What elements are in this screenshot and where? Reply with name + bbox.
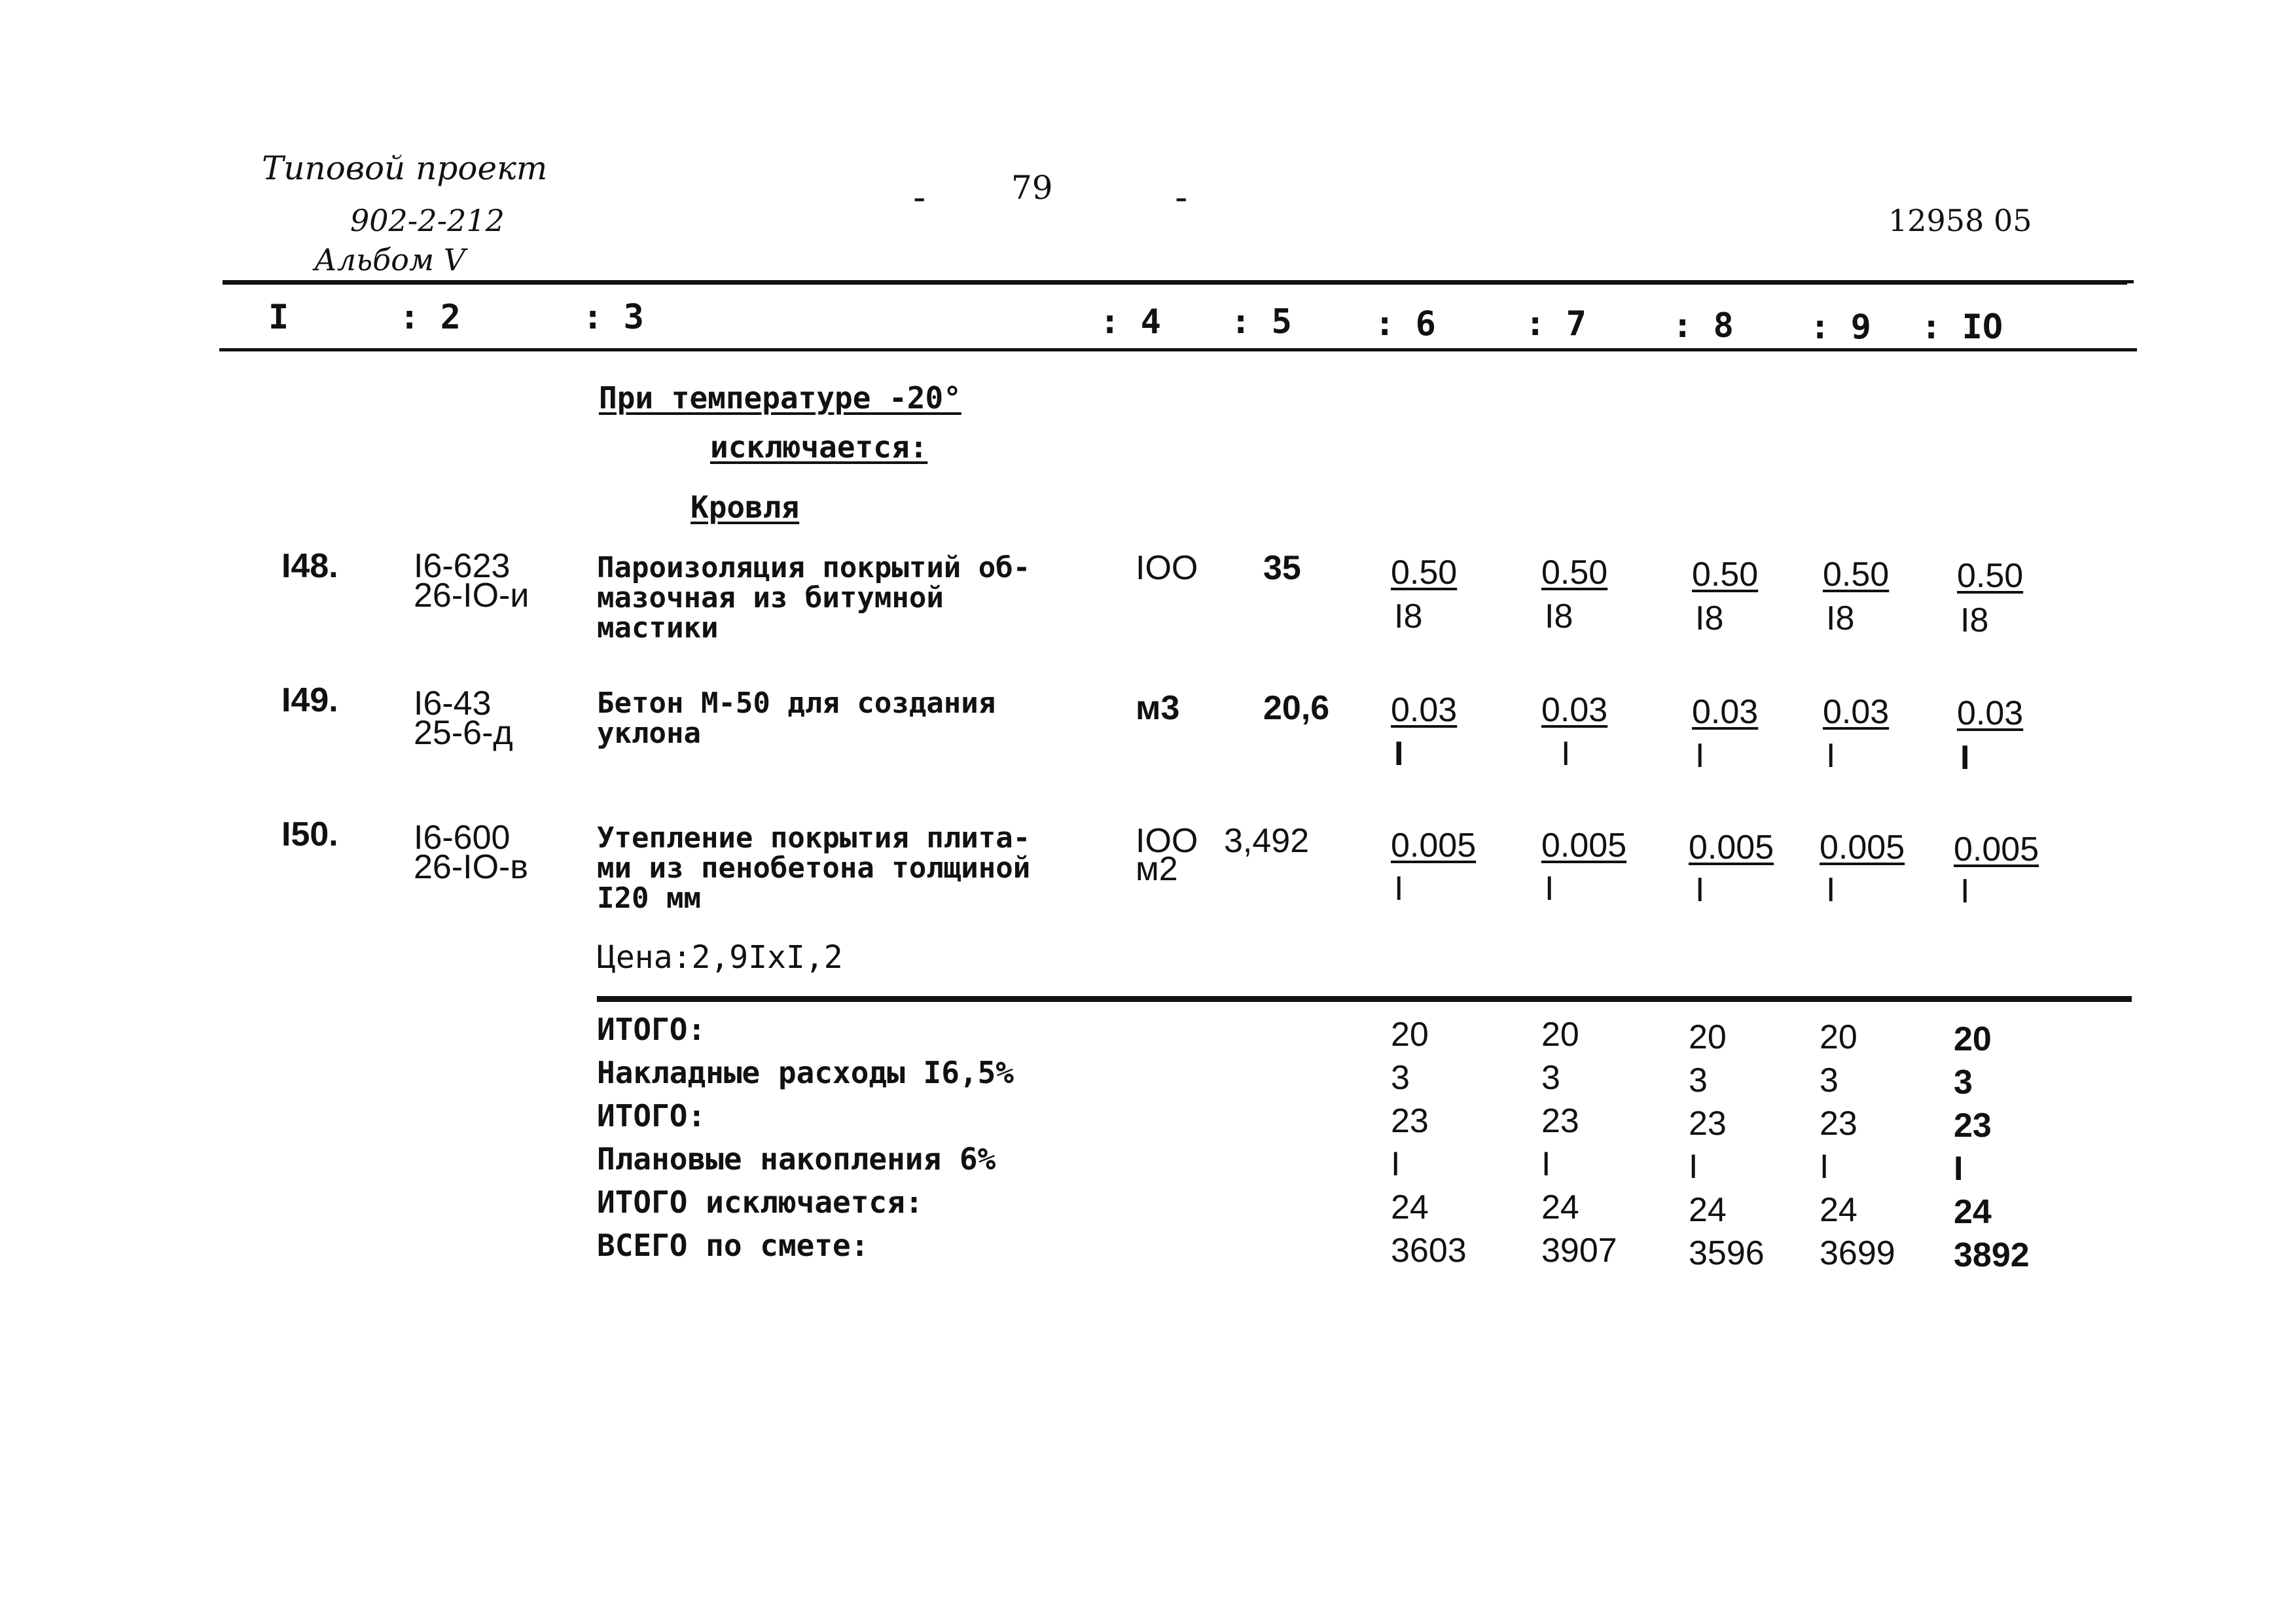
row-value-top: 0.005 (1954, 830, 2039, 868)
row-value-top: 0.50 (1541, 554, 1608, 592)
summary-value: 3 (1689, 1061, 1708, 1099)
row-value-top: 0.005 (1391, 827, 1477, 865)
row-value-top: 0.03 (1823, 693, 1890, 731)
row-value-top: 0.005 (1820, 829, 1905, 866)
row-quantity: 3,492 (1224, 822, 1310, 860)
row-number: I49. (281, 681, 338, 719)
summary-column (1391, 1013, 1467, 1272)
row-number: I50. (281, 815, 338, 853)
document-code: 12958 05 (1888, 203, 2032, 238)
row-value-bottom: I8 (1960, 601, 1989, 639)
page-dash-right: - (1175, 177, 1188, 218)
row-value-top: 0.50 (1957, 557, 2024, 595)
row-value-bottom: I (1960, 739, 1970, 777)
row-description-line: мастики (597, 611, 719, 645)
row-value-bottom: I (1561, 735, 1571, 773)
summary-value: I (1689, 1148, 1698, 1186)
summary-rule (597, 996, 2132, 1002)
row-value-bottom: I8 (1545, 597, 1573, 635)
row-unit: м3 (1136, 689, 1180, 727)
summary-value: 3596 (1689, 1234, 1765, 1272)
page-dash-left: - (913, 177, 926, 218)
row-description-line: I20 мм (597, 882, 701, 915)
summary-value: 3 (1820, 1061, 1839, 1099)
summary-value: 23 (1541, 1102, 1579, 1140)
row-value-top: 0.03 (1391, 691, 1458, 729)
summary-value: 3 (1541, 1059, 1560, 1097)
row-code: I6-623 (414, 547, 511, 585)
section-title: При температуре -20° (599, 380, 961, 416)
row-value-top: 0.03 (1692, 693, 1759, 731)
column-header-10: : IO (1921, 308, 2003, 347)
row-value-bottom: I (1394, 870, 1404, 908)
column-header-6: : 6 (1374, 304, 1436, 344)
page-number: 79 (1011, 169, 1053, 207)
row-description-line: ми из пенобетона толщиной (597, 851, 1031, 885)
project-title: Типовой проект (262, 149, 548, 187)
row-code: I6-43 (414, 685, 492, 722)
summary-value: 3 (1391, 1059, 1410, 1097)
summary-value: 23 (1954, 1107, 1992, 1145)
row-description-line: Бетон М-50 для создания (597, 687, 996, 720)
column-header-1: I (268, 298, 289, 337)
row-code-secondary: 26-IO-в (414, 848, 528, 886)
row-description (597, 553, 1030, 643)
row-value-top: 0.03 (1957, 694, 2024, 732)
summary-label-overhead: Накладные расходы I6,5% (597, 1055, 1014, 1090)
summary-value: 24 (1820, 1191, 1857, 1229)
row-value-bottom: I8 (1394, 597, 1423, 635)
row-unit-secondary: м2 (1136, 850, 1178, 888)
row-code-secondary: 25-6-д (414, 714, 513, 752)
column-header-8: : 8 (1672, 306, 1734, 346)
summary-value: 3699 (1820, 1234, 1895, 1272)
summary-value: 24 (1954, 1193, 1992, 1231)
header-rule-tail (2081, 280, 2134, 283)
row-quantity: 35 (1263, 549, 1301, 587)
row-value-top: 0.005 (1541, 827, 1627, 865)
summary-value: 20 (1954, 1020, 1992, 1058)
row-code: I6-600 (414, 819, 511, 857)
row-value-bottom: I (1960, 872, 1970, 910)
summary-value: 20 (1541, 1016, 1579, 1054)
column-header-9: : 9 (1810, 308, 1871, 347)
summary-label-subtotal: ИТОГО: (597, 1012, 706, 1047)
summary-value: 24 (1391, 1188, 1429, 1226)
summary-value: 20 (1820, 1018, 1857, 1056)
header-rule (223, 280, 2127, 285)
summary-value: 3 (1954, 1063, 1973, 1101)
summary-value: 23 (1689, 1105, 1727, 1143)
section-title-excluded: исключается: (710, 429, 928, 465)
summary-labels (597, 1008, 1014, 1267)
project-number: 902-2-212 (350, 203, 505, 238)
summary-value: I (1541, 1145, 1551, 1183)
row-description (597, 688, 996, 749)
section-subtitle: Кровля (691, 490, 800, 525)
row-description-line: уклона (597, 717, 701, 750)
summary-label-total-excluded: ИТОГО исключается: (597, 1185, 924, 1220)
summary-value: I (1954, 1150, 1964, 1188)
summary-value: 23 (1820, 1105, 1857, 1143)
summary-value: 3907 (1541, 1232, 1617, 1270)
summary-label-grand-total: ВСЕГО по смете: (597, 1228, 869, 1263)
row-value-top: 0.50 (1391, 554, 1458, 592)
summary-column (1954, 1018, 2030, 1277)
row-value-top: 0.50 (1823, 556, 1890, 594)
summary-value: I (1820, 1148, 1829, 1186)
column-header-4: : 4 (1100, 302, 1161, 342)
summary-column (1689, 1016, 1765, 1275)
summary-value: I (1391, 1145, 1401, 1183)
summary-value: 3892 (1954, 1236, 2030, 1274)
row-value-bottom: I (1695, 737, 1705, 775)
row-description (597, 823, 1030, 914)
price-note: Цена:2,9IxI,2 (597, 939, 843, 976)
summary-column (1820, 1016, 1895, 1275)
summary-value: 3603 (1391, 1232, 1467, 1270)
row-value-bottom: I (1826, 871, 1836, 909)
column-header-rule (219, 348, 2137, 351)
row-value-bottom: I8 (1695, 599, 1724, 637)
column-header-3: : 3 (583, 298, 644, 337)
row-value-top: 0.50 (1692, 556, 1759, 594)
album-label: Альбом V (314, 242, 465, 277)
column-header-2: : 2 (399, 298, 461, 337)
row-value-top: 0.005 (1689, 829, 1774, 866)
row-description-line: мазочная из битумной (597, 581, 944, 615)
summary-value: 23 (1391, 1102, 1429, 1140)
row-code-secondary: 26-IO-и (414, 577, 529, 615)
summary-value: 20 (1391, 1016, 1429, 1054)
row-value-top: 0.03 (1541, 691, 1608, 729)
row-description-line: Пароизоляция покрытий об- (597, 551, 1031, 584)
row-unit: IOO (1136, 549, 1198, 587)
row-description-line: Утепление покрытия плита- (597, 821, 1031, 855)
row-value-bottom: I (1545, 870, 1554, 908)
summary-value: 20 (1689, 1018, 1727, 1056)
summary-value: 24 (1689, 1191, 1727, 1229)
summary-value: 24 (1541, 1188, 1579, 1226)
row-value-bottom: I (1394, 735, 1404, 773)
row-value-bottom: I (1695, 871, 1705, 909)
row-value-bottom: I (1826, 737, 1836, 775)
row-quantity: 20,6 (1263, 689, 1330, 727)
row-number: I48. (281, 547, 338, 585)
summary-label-subtotal: ИТОГО: (597, 1098, 706, 1133)
summary-label-planned-savings: Плановые накопления 6% (597, 1141, 996, 1177)
row-unit: IOO (1136, 822, 1198, 860)
row-value-bottom: I8 (1826, 599, 1855, 637)
column-header-5: : 5 (1230, 302, 1292, 342)
column-header-7: : 7 (1525, 304, 1587, 344)
summary-column (1541, 1013, 1617, 1272)
